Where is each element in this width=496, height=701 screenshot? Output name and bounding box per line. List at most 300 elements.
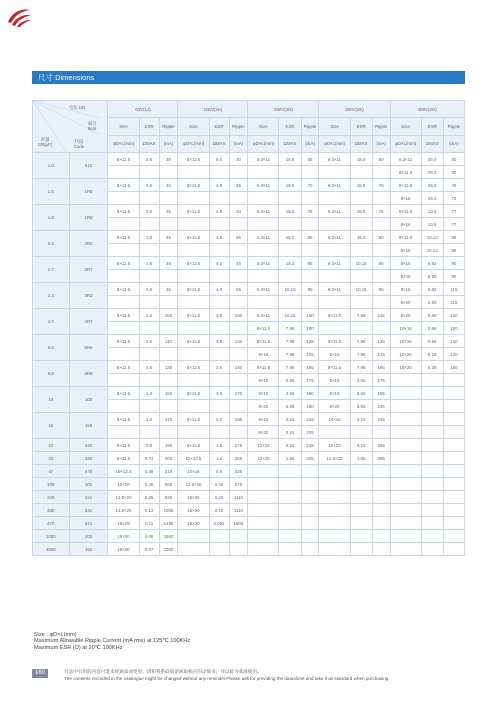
capacitance-cell: 3.3 (33, 283, 70, 309)
table-cell: 3.24 (279, 426, 301, 439)
table-cell (319, 426, 350, 439)
table-cell (350, 192, 372, 205)
table-cell: 0.07 (139, 543, 159, 556)
table-cell: 8×11.5 (178, 179, 209, 192)
table-cell: 7.98 (279, 335, 301, 348)
code-cell: 221 (69, 491, 108, 504)
table-cell (229, 543, 248, 556)
table-cell: 6.82 (421, 296, 443, 309)
table-cell: 8×20 (390, 270, 421, 283)
table-cell: 12.5×20 (178, 478, 209, 491)
column-header-esr: ESR (139, 118, 159, 135)
table-cell: 200 (159, 452, 178, 465)
table-cell: 8×11.5 (108, 439, 139, 452)
table-cell (350, 166, 372, 179)
table-cell: 6.3×11 (248, 179, 279, 192)
table-cell (301, 218, 319, 231)
table-cell (319, 504, 350, 517)
table-cell (279, 192, 301, 205)
table-cell (209, 348, 229, 361)
table-cell: 8×11.5 (178, 439, 209, 452)
table-cell (229, 426, 248, 439)
table-cell: 175 (159, 413, 178, 426)
code-cell: 3R3 (69, 283, 108, 309)
table-cell (229, 166, 248, 179)
table-cell: 0.73 (139, 452, 159, 465)
table-cell: 6.3×11 (248, 309, 279, 322)
table-cell: 1.5 (139, 283, 159, 296)
column-header-ripple: Ripple (301, 118, 319, 135)
table-cell: 8×11.5 (108, 413, 139, 426)
table-cell (229, 244, 248, 257)
table-cell: 0.48 (139, 465, 159, 478)
table-cell: 95 (372, 283, 390, 296)
table-cell (248, 543, 279, 556)
table-cell (159, 270, 178, 283)
table-cell: 150 (443, 361, 464, 374)
table-cell: 1.65 (279, 452, 301, 465)
table-cell: 80 (443, 244, 464, 257)
table-cell: 3.0 (209, 413, 229, 426)
table-cell: 135 (159, 361, 178, 374)
table-cell: 8×11.5 (390, 205, 421, 218)
unit-header: φD×L(mm) (319, 135, 350, 152)
table-cell: 70 (443, 192, 464, 205)
table-cell (159, 374, 178, 387)
table-cell: 8×11.5 (108, 452, 139, 465)
table-cell: 12.5×20 (108, 491, 139, 504)
table-cell (421, 400, 443, 413)
table-cell (301, 244, 319, 257)
column-header-esr: ESR (209, 118, 229, 135)
table-cell (248, 244, 279, 257)
table-cell (372, 426, 390, 439)
table-cell: 3.8 (209, 309, 229, 322)
table-cell: 6.3×11 (248, 283, 279, 296)
table-cell (209, 270, 229, 283)
table-cell: 8×11.5 (108, 179, 139, 192)
table-cell: 4.8 (209, 205, 229, 218)
table-cell (178, 348, 209, 361)
table-cell (350, 491, 372, 504)
capacitance-cell: 330 (33, 504, 70, 517)
code-cell: 5R6 (69, 335, 108, 361)
table-cell (301, 296, 319, 309)
table-cell (229, 322, 248, 335)
voltage-label: 电压 UR (69, 105, 86, 110)
table-row (33, 335, 465, 348)
table-cell (372, 192, 390, 205)
capacitance-cell: 1.0 (33, 153, 70, 179)
footer-disclaimer-en: The contents recorded in the catalogue might be changed without any reminder.Please ask for providing the datasheet and take it as standard when purchasing. (64, 676, 390, 681)
table-cell: 175 (301, 374, 319, 387)
table-cell: 6.3×11 (319, 205, 350, 218)
table-cell (390, 374, 421, 387)
unit-header: ΩMAX (350, 135, 372, 152)
table-row (33, 179, 465, 192)
table-cell: 0.25 (139, 491, 159, 504)
table-cell: 8×16 (390, 244, 421, 257)
table-cell (229, 270, 248, 283)
table-cell: 1600 (229, 517, 248, 530)
code-cell: 6R8 (69, 361, 108, 387)
table-cell: 195 (372, 387, 390, 400)
table-cell (279, 517, 301, 530)
capacitance-cell: 1500 (33, 543, 70, 556)
table-cell: 8×16 (248, 413, 279, 426)
table-cell: 80 (301, 231, 319, 244)
table-cell (229, 296, 248, 309)
table-cell: 5.15 (421, 348, 443, 361)
table-cell: 4.2 (209, 257, 229, 270)
table-cell: 1.8 (139, 257, 159, 270)
table-cell (350, 517, 372, 530)
table-cell (421, 426, 443, 439)
table-cell: 8×11.5 (178, 309, 209, 322)
table-cell (421, 439, 443, 452)
code-cell: 471 (69, 517, 108, 530)
table-cell: 10×20 (390, 361, 421, 374)
table-cell (443, 452, 464, 465)
table-cell: 0.092 (209, 517, 229, 530)
table-cell: 8×11.5 (178, 205, 209, 218)
table-cell (372, 166, 390, 179)
table-cell: 18.5 (279, 205, 301, 218)
table-cell: 8×16 (390, 218, 421, 231)
table-cell: 45 (159, 257, 178, 270)
capacitance-cell: 2.7 (33, 257, 70, 283)
table-cell: 275 (229, 439, 248, 452)
table-cell: 190 (301, 387, 319, 400)
table-cell: 8×11.5 (319, 335, 350, 348)
voltage-header-200v: 200V(2D) (248, 101, 319, 118)
table-cell: 8×11.5 (108, 387, 139, 400)
table-cell (421, 452, 443, 465)
table-cell (350, 270, 372, 283)
table-cell (443, 439, 464, 452)
table-cell: 8×20 (319, 400, 350, 413)
table-cell (178, 530, 209, 543)
table-cell (421, 413, 443, 426)
unit-header: φD×L(mm) (178, 135, 209, 152)
column-header-esr: ESR (279, 118, 301, 135)
table-cell (443, 478, 464, 491)
table-cell: 1.5 (139, 309, 159, 322)
table-cell: 195 (229, 413, 248, 426)
table-cell (421, 374, 443, 387)
section-title: 尺寸 Dimensions (38, 73, 95, 82)
table-cell: 80 (443, 231, 464, 244)
code-cell: 102 (69, 530, 108, 543)
table-cell: 18×40 (108, 543, 139, 556)
column-header-size: Size (390, 118, 421, 135)
table-cell: 7.98 (279, 361, 301, 374)
table-cell (350, 426, 372, 439)
table-cell (390, 452, 421, 465)
table-cell (390, 504, 421, 517)
table-cell: 6.3×11 (319, 153, 350, 166)
table-cell: 10×20 (319, 439, 350, 452)
table-cell: 1.2 (209, 452, 229, 465)
table-cell: 115 (443, 296, 464, 309)
table-cell: 6.3×11 (248, 153, 279, 166)
table-cell (209, 400, 229, 413)
unit-header: (mA) (159, 135, 178, 152)
table-cell: 5.0 (209, 153, 229, 166)
table-cell: 325 (301, 452, 319, 465)
table-cell (319, 192, 350, 205)
column-header-ripple: Ripple (443, 118, 464, 135)
table-cell: 60 (443, 153, 464, 166)
table-cell (421, 530, 443, 543)
table-cell: 3.24 (350, 413, 372, 426)
table-cell (443, 530, 464, 543)
capacitance-cell: 15 (33, 413, 70, 439)
table-cell (319, 465, 350, 478)
table-cell: 120 (229, 335, 248, 348)
table-cell: 70 (443, 179, 464, 192)
column-header-size: Size (108, 118, 139, 135)
table-cell: 8×16 (390, 257, 421, 270)
table-cell: 8×16 (248, 348, 279, 361)
table-cell: 125 (301, 348, 319, 361)
table-cell (248, 465, 279, 478)
table-cell (209, 192, 229, 205)
table-cell (229, 530, 248, 543)
table-cell: 13.5 (421, 218, 443, 231)
table-cell: 825 (159, 491, 178, 504)
table-cell: 100 (301, 309, 319, 322)
table-cell (319, 270, 350, 283)
table-cell: 8×11.5 (178, 387, 209, 400)
table-cell: 3.65 (279, 374, 301, 387)
table-cell: 13.5 (421, 205, 443, 218)
table-cell: 125 (372, 348, 390, 361)
code-cell: 1R8 (69, 205, 108, 231)
table-cell (350, 543, 372, 556)
voltage-header-100v: 100V(2A) (178, 101, 248, 118)
table-cell: 65 (229, 283, 248, 296)
table-cell: 3.65 (350, 387, 372, 400)
table-cell: 8×11.5 (248, 335, 279, 348)
capacitance-cell: 2.2 (33, 231, 70, 257)
table-cell: 6.3×11 (248, 257, 279, 270)
code-cell: 152 (69, 543, 108, 556)
table-cell (301, 465, 319, 478)
table-cell (229, 218, 248, 231)
table-cell (178, 166, 209, 179)
table-cell (229, 192, 248, 205)
table-cell: 10.15 (350, 257, 372, 270)
table-cell (178, 296, 209, 309)
table-cell: 8×16 (390, 192, 421, 205)
column-header-esr: ESR (421, 118, 443, 135)
table-cell: 365 (229, 452, 248, 465)
table-cell: 0.08 (139, 530, 159, 543)
table-cell (443, 374, 464, 387)
table-cell (159, 348, 178, 361)
table-cell (229, 348, 248, 361)
table-cell (248, 504, 279, 517)
capacitance-cell: 22 (33, 439, 70, 452)
table-cell: 12.5×25 (108, 504, 139, 517)
table-cell (372, 517, 390, 530)
table-cell: 6.3×11 (248, 205, 279, 218)
table-cell (279, 465, 301, 478)
table-cell: 170 (229, 387, 248, 400)
table-cell: 3.65 (350, 400, 372, 413)
table-cell: 8×11.5 (108, 257, 139, 270)
table-cell: 90 (443, 270, 464, 283)
table-cell (279, 166, 301, 179)
table-cell (350, 322, 372, 335)
table-cell: 10×20 (390, 348, 421, 361)
table-cell (209, 296, 229, 309)
table-cell: 2.0 (139, 205, 159, 218)
table-cell (443, 413, 464, 426)
table-cell: 115 (443, 283, 464, 296)
table-cell: 3.8 (209, 335, 229, 348)
table-cell (108, 322, 139, 335)
table-cell (139, 400, 159, 413)
table-cell: 8×11.5 (248, 322, 279, 335)
table-cell (390, 530, 421, 543)
code-cell: 1R5 (69, 179, 108, 205)
table-cell (178, 192, 209, 205)
capacitance-cell: 220 (33, 491, 70, 504)
capacitance-cell: 33 (33, 452, 70, 465)
table-cell: 125 (301, 335, 319, 348)
table-cell: 45 (229, 231, 248, 244)
table-cell (178, 270, 209, 283)
table-cell: 25.0 (421, 179, 443, 192)
table-cell: 10×25 (248, 452, 279, 465)
table-cell: 6.82 (421, 257, 443, 270)
table-cell (279, 218, 301, 231)
table-cell (108, 374, 139, 387)
capacitance-cell: 6.8 (33, 361, 70, 387)
capacitance-cell: 5.6 (33, 335, 70, 361)
column-header-esr: ESR (350, 118, 372, 135)
table-cell: 7.98 (279, 322, 301, 335)
column-header-size: Size (248, 118, 279, 135)
table-cell (108, 244, 139, 257)
table-cell (421, 478, 443, 491)
table-cell (159, 322, 178, 335)
table-cell (421, 491, 443, 504)
unit-header: (mA) (301, 135, 319, 152)
table-cell (390, 478, 421, 491)
table-cell (209, 530, 229, 543)
table-cell (248, 270, 279, 283)
table-cell: 8×11.5 (178, 231, 209, 244)
table-cell (372, 296, 390, 309)
table-cell: 4.8 (209, 179, 229, 192)
table-cell (279, 491, 301, 504)
table-cell: 1.5 (139, 335, 159, 348)
code-cell: 100 (69, 387, 108, 413)
table-cell (372, 478, 390, 491)
table-cell: 5.69 (421, 322, 443, 335)
table-cell (178, 543, 209, 556)
table-cell: 0.10 (209, 504, 229, 517)
table-cell (139, 218, 159, 231)
voltage-header-400v: 400V(2G) (390, 101, 464, 118)
table-cell: 125 (372, 335, 390, 348)
table-row (33, 387, 465, 400)
table-cell (390, 387, 421, 400)
column-header-ripple: Ripple (159, 118, 178, 135)
table-cell: 175 (372, 374, 390, 387)
table-cell: 0.6 (209, 465, 229, 478)
table-cell (319, 244, 350, 257)
table-cell (319, 478, 350, 491)
capacitance-cell: 100 (33, 478, 70, 491)
table-cell: 100 (159, 309, 178, 322)
table-cell: 10×16 (178, 465, 209, 478)
unit-header: (mA) (372, 135, 390, 152)
table-cell: 120 (443, 309, 464, 322)
table-cell: 8×20 (248, 400, 279, 413)
table-cell: 40 (229, 205, 248, 218)
table-cell: 1495 (159, 517, 178, 530)
table-cell: 7.98 (279, 348, 301, 361)
table-row (33, 504, 465, 517)
header-corner (33, 101, 108, 153)
unit-header: φD×L(mm) (108, 135, 139, 152)
column-header-size: Size (178, 118, 209, 135)
table-cell: 16×30 (178, 504, 209, 517)
capacitance-cell: 10 (33, 387, 70, 413)
table-cell (372, 218, 390, 231)
table-cell (248, 166, 279, 179)
table-cell (390, 426, 421, 439)
table-row (33, 283, 465, 296)
table-cell (139, 322, 159, 335)
table-cell: 655 (159, 478, 178, 491)
code-cell: 2R7 (69, 257, 108, 283)
table-cell (248, 296, 279, 309)
table-cell: 8×16 (319, 387, 350, 400)
table-row (33, 530, 465, 543)
table-row (33, 205, 465, 218)
table-cell: 90 (301, 283, 319, 296)
table-cell: 18.5 (279, 153, 301, 166)
table-cell: 8×16 (319, 348, 350, 361)
dimensions-table-body (33, 153, 465, 556)
table-cell (443, 543, 464, 556)
dimensions-table (32, 100, 465, 556)
table-cell (443, 400, 464, 413)
table-cell (159, 192, 178, 205)
table-cell: 1110 (229, 504, 248, 517)
unit-header: ΩMAX (139, 135, 159, 152)
table-cell: 8×20 (390, 296, 421, 309)
table-cell: 60 (372, 153, 390, 166)
table-cell: 1.8 (139, 231, 159, 244)
column-header-size: Size (319, 118, 350, 135)
table-cell (372, 491, 390, 504)
table-cell (139, 166, 159, 179)
table-cell: 6.3×11 (319, 179, 350, 192)
table-cell (178, 400, 209, 413)
table-cell (159, 426, 178, 439)
page-number: 160 (32, 669, 48, 678)
table-cell (319, 218, 350, 231)
table-cell (372, 322, 390, 335)
table-cell: 1.5 (139, 361, 159, 374)
table-cell (209, 166, 229, 179)
